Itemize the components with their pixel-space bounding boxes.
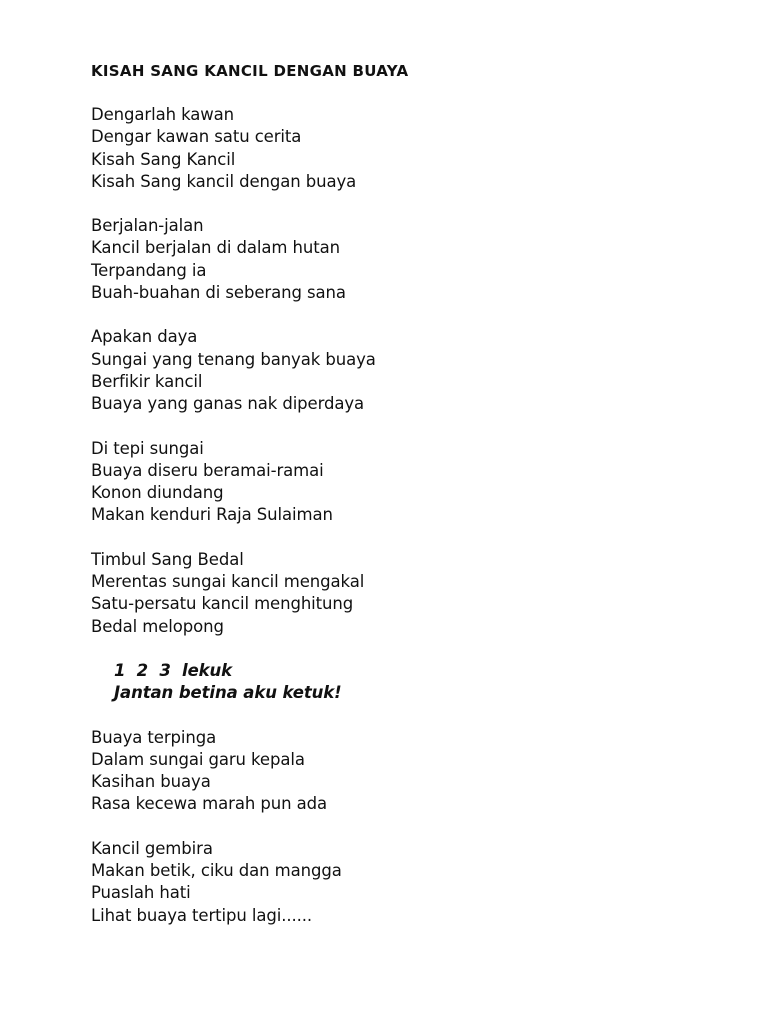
lyric-line: Sungai yang tenang banyak buaya <box>91 349 376 369</box>
lyric-line: Bedal melopong <box>91 616 224 636</box>
chorus-line: 1 2 3 lekuk <box>114 660 233 680</box>
lyric-line: Terpandang ia <box>91 260 207 280</box>
lyric-line: Kisah Sang kancil dengan buaya <box>91 171 357 191</box>
lyric-line: Kasihan buaya <box>91 772 211 792</box>
stanza-6 <box>91 727 731 816</box>
chorus-line: Jantan betina aku ketuk! <box>114 683 342 703</box>
lyric-line: Kancil berjalan di dalam hutan <box>91 238 340 258</box>
lyric-line: Berfikir kancil <box>91 371 203 391</box>
lyric-line: Buaya yang ganas nak diperdaya <box>91 394 365 414</box>
lyric-line: Buaya terpinga <box>91 727 217 747</box>
lyric-line: Makan kenduri Raja Sulaiman <box>91 505 333 525</box>
lyric-line: Berjalan-jalan <box>91 216 204 236</box>
lyric-line: Rasa kecewa marah pun ada <box>91 794 327 814</box>
song-lyrics-page <box>91 60 731 949</box>
lyric-line: Buah-buahan di seberang sana <box>91 283 346 303</box>
stanza-1 <box>91 104 731 193</box>
lyric-line: Merentas sungai kancil mengakal <box>91 572 365 592</box>
lyric-line: Satu-persatu kancil menghitung <box>91 594 354 614</box>
lyric-line: Makan betik, ciku dan mangga <box>91 861 342 881</box>
lyric-line: Buaya diseru beramai-ramai <box>91 460 324 480</box>
lyric-line: Konon diundang <box>91 483 224 503</box>
stanza-5 <box>91 549 731 638</box>
lyric-line: Dengarlah kawan <box>91 105 235 124</box>
stanza-4 <box>91 438 731 527</box>
song-title: KISAH SANG KANCIL DENGAN BUAYA <box>91 62 409 80</box>
lyric-line: Dengar kawan satu cerita <box>91 127 302 147</box>
lyric-line: Kancil gembira <box>91 838 213 858</box>
chorus <box>114 660 731 705</box>
lyric-line: Puaslah hati <box>91 883 191 903</box>
lyric-line: Apakan daya <box>91 327 198 347</box>
lyric-line: Dalam sungai garu kepala <box>91 749 305 769</box>
stanza-7 <box>91 838 731 927</box>
stanza-3 <box>91 326 731 415</box>
stanza-2 <box>91 215 731 304</box>
lyric-line: Timbul Sang Bedal <box>91 549 244 569</box>
lyric-line: Di tepi sungai <box>91 438 204 458</box>
lyric-line: Lihat buaya tertipu lagi...... <box>91 905 313 925</box>
lyric-line: Kisah Sang Kancil <box>91 149 236 169</box>
